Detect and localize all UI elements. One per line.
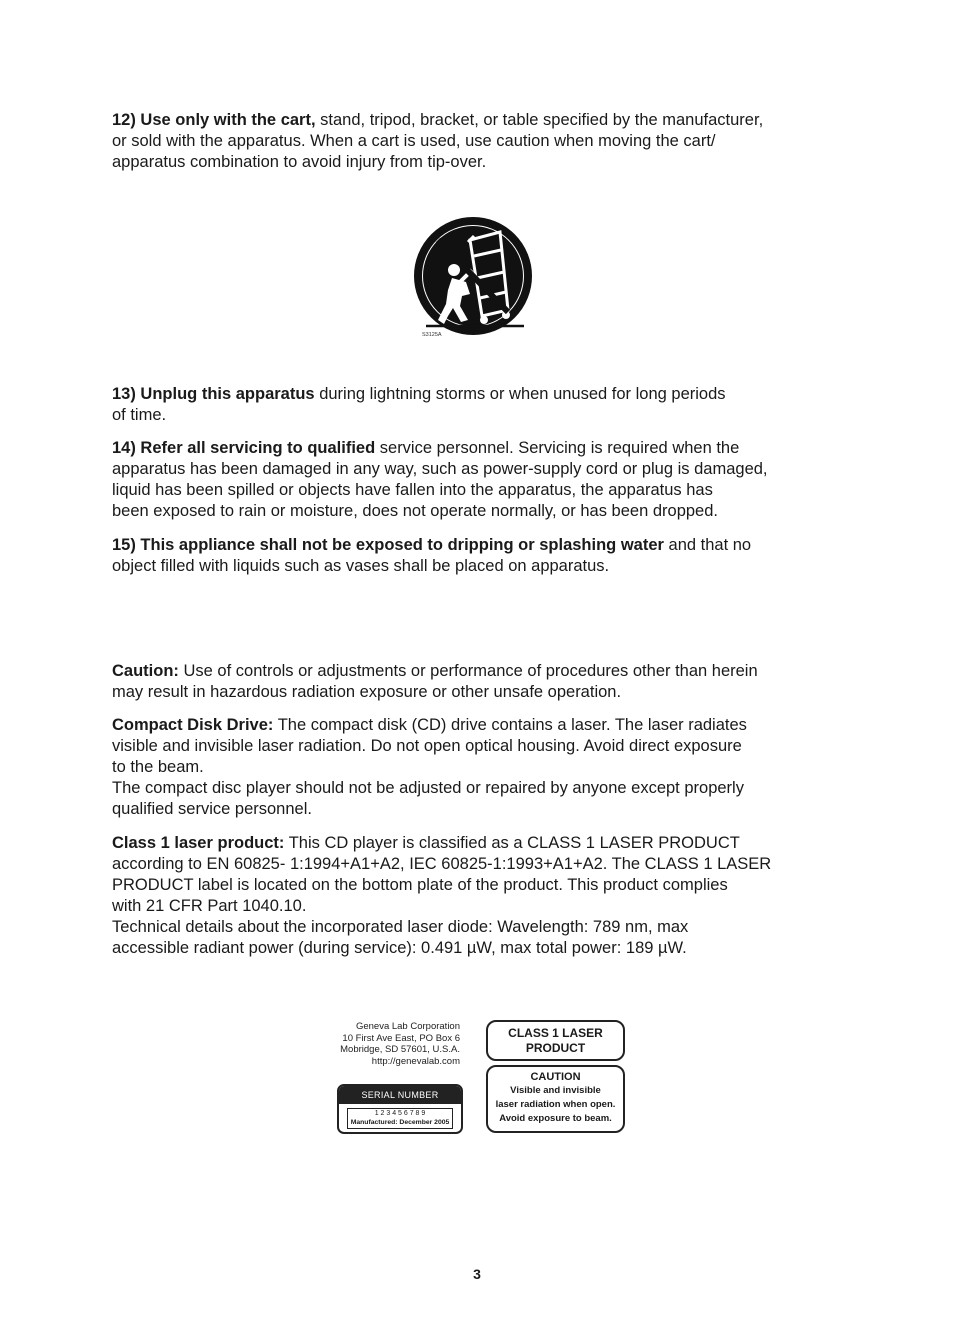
text-line: stand, tripod, bracket, or table specified by the manufacturer, xyxy=(320,111,764,129)
text-line: This CD player is classified as a CLASS 1 LASER PRODUCT xyxy=(288,834,740,852)
text-line: Technical details about the incorporated laser diode: Wavelength: 789 nm, max xyxy=(112,918,689,936)
class1-paragraph xyxy=(112,833,822,959)
text-line: visible and invisible laser radiation. Do not open optical housing. Avoid direct exposure xyxy=(112,737,742,755)
instruction-12-heading: 12) Use only with the cart, xyxy=(112,111,316,129)
caution-paragraph xyxy=(112,661,822,703)
text-line: been exposed to rain or moisture, does not operate normally, or has been dropped. xyxy=(112,502,718,520)
text-line: The compact disk (CD) drive contains a laser. The laser radiates xyxy=(277,716,747,734)
text-line: and that no xyxy=(668,536,752,554)
caution-heading: Caution: xyxy=(112,662,179,680)
text-line: of time. xyxy=(112,406,167,424)
text-line: PRODUCT label is located on the bottom plate of the product. This product complies xyxy=(112,876,728,894)
text-line: The compact disc player should not be adjusted or repaired by anyone except properly xyxy=(112,779,744,797)
text-line: may result in hazardous radiation exposure or other unsafe operation. xyxy=(112,683,622,701)
address-line: Geneva Lab Corporation xyxy=(355,1021,460,1032)
manufacturer-address xyxy=(300,1021,460,1067)
class1-heading: Class 1 laser product: xyxy=(112,834,285,852)
instruction-12 xyxy=(112,110,822,173)
text-line: apparatus has been damaged in any way, such as power-supply cord or plug is damaged, xyxy=(112,460,768,478)
class-label-line: CLASS 1 LASER xyxy=(508,1026,603,1040)
caution-line: Visible and invisible xyxy=(510,1085,601,1096)
text-line: during lightning storms or when unused for long periods xyxy=(319,385,726,403)
text-line: liquid has been spilled or objects have fallen into the apparatus, the apparatus has xyxy=(112,481,713,499)
caution-label-title: CAUTION xyxy=(530,1071,581,1083)
caution-line: laser radiation when open. xyxy=(495,1099,616,1110)
class-label-line: PRODUCT xyxy=(525,1041,586,1055)
text-line: accessible radiant power (during service): 0.491 µW, max total power: 189 µW. xyxy=(112,939,687,957)
serial-number-label xyxy=(337,1084,463,1134)
instruction-13 xyxy=(112,384,822,426)
page-number: 3 xyxy=(473,1266,481,1282)
class1-laser-label xyxy=(486,1020,625,1061)
instruction-14 xyxy=(112,438,822,522)
text-line: qualified service personnel. xyxy=(112,800,312,818)
instruction-14-heading: 14) Refer all servicing to qualified xyxy=(112,439,376,457)
text-line: with 21 CFR Part 1040.10. xyxy=(112,897,307,915)
address-line: 10 First Ave East, PO Box 6 xyxy=(342,1032,460,1044)
instruction-15 xyxy=(112,535,822,577)
cart-tip-over-warning-icon xyxy=(408,212,542,342)
text-line: or sold with the apparatus. When a cart is used, use caution when moving the cart/ xyxy=(112,132,716,150)
cd-drive-heading: Compact Disk Drive: xyxy=(112,716,274,734)
address-line: Mobridge, SD 57601, U.S.A. xyxy=(340,1044,460,1055)
text-line: according to EN 60825- 1:1994+A1+A2, IEC 60825-1:1993+A1+A2. The CLASS 1 LASER xyxy=(112,855,772,873)
cd-drive-paragraph xyxy=(112,715,822,820)
symbol-code: S3125A xyxy=(422,332,442,338)
text-line: to the beam. xyxy=(112,758,204,776)
instruction-13-heading: 13) Unplug this apparatus xyxy=(112,385,315,403)
serial-number-value: 1 2 3 4 5 6 7 8 9 xyxy=(374,1110,426,1117)
address-line: http://genevalab.com xyxy=(371,1055,460,1067)
text-line: apparatus combination to avoid injury from tip-over. xyxy=(112,153,487,171)
text-line: service personnel. Servicing is required when the xyxy=(379,439,740,457)
instruction-15-heading: 15) This appliance shall not be exposed to dripping or splashing water xyxy=(112,536,664,554)
serial-number-field xyxy=(347,1108,453,1129)
caution-line: Avoid exposure to beam. xyxy=(499,1113,612,1124)
manufactured-date: Manufactured: December 2005 xyxy=(350,1118,450,1126)
caution-label-text xyxy=(488,1084,623,1126)
text-line: object filled with liquids such as vases shall be placed on apparatus. xyxy=(112,557,610,575)
serial-number-title: SERIAL NUMBER xyxy=(339,1086,461,1104)
laser-caution-label xyxy=(486,1065,625,1133)
text-line: Use of controls or adjustments or performance of procedures other than herein xyxy=(183,662,758,680)
